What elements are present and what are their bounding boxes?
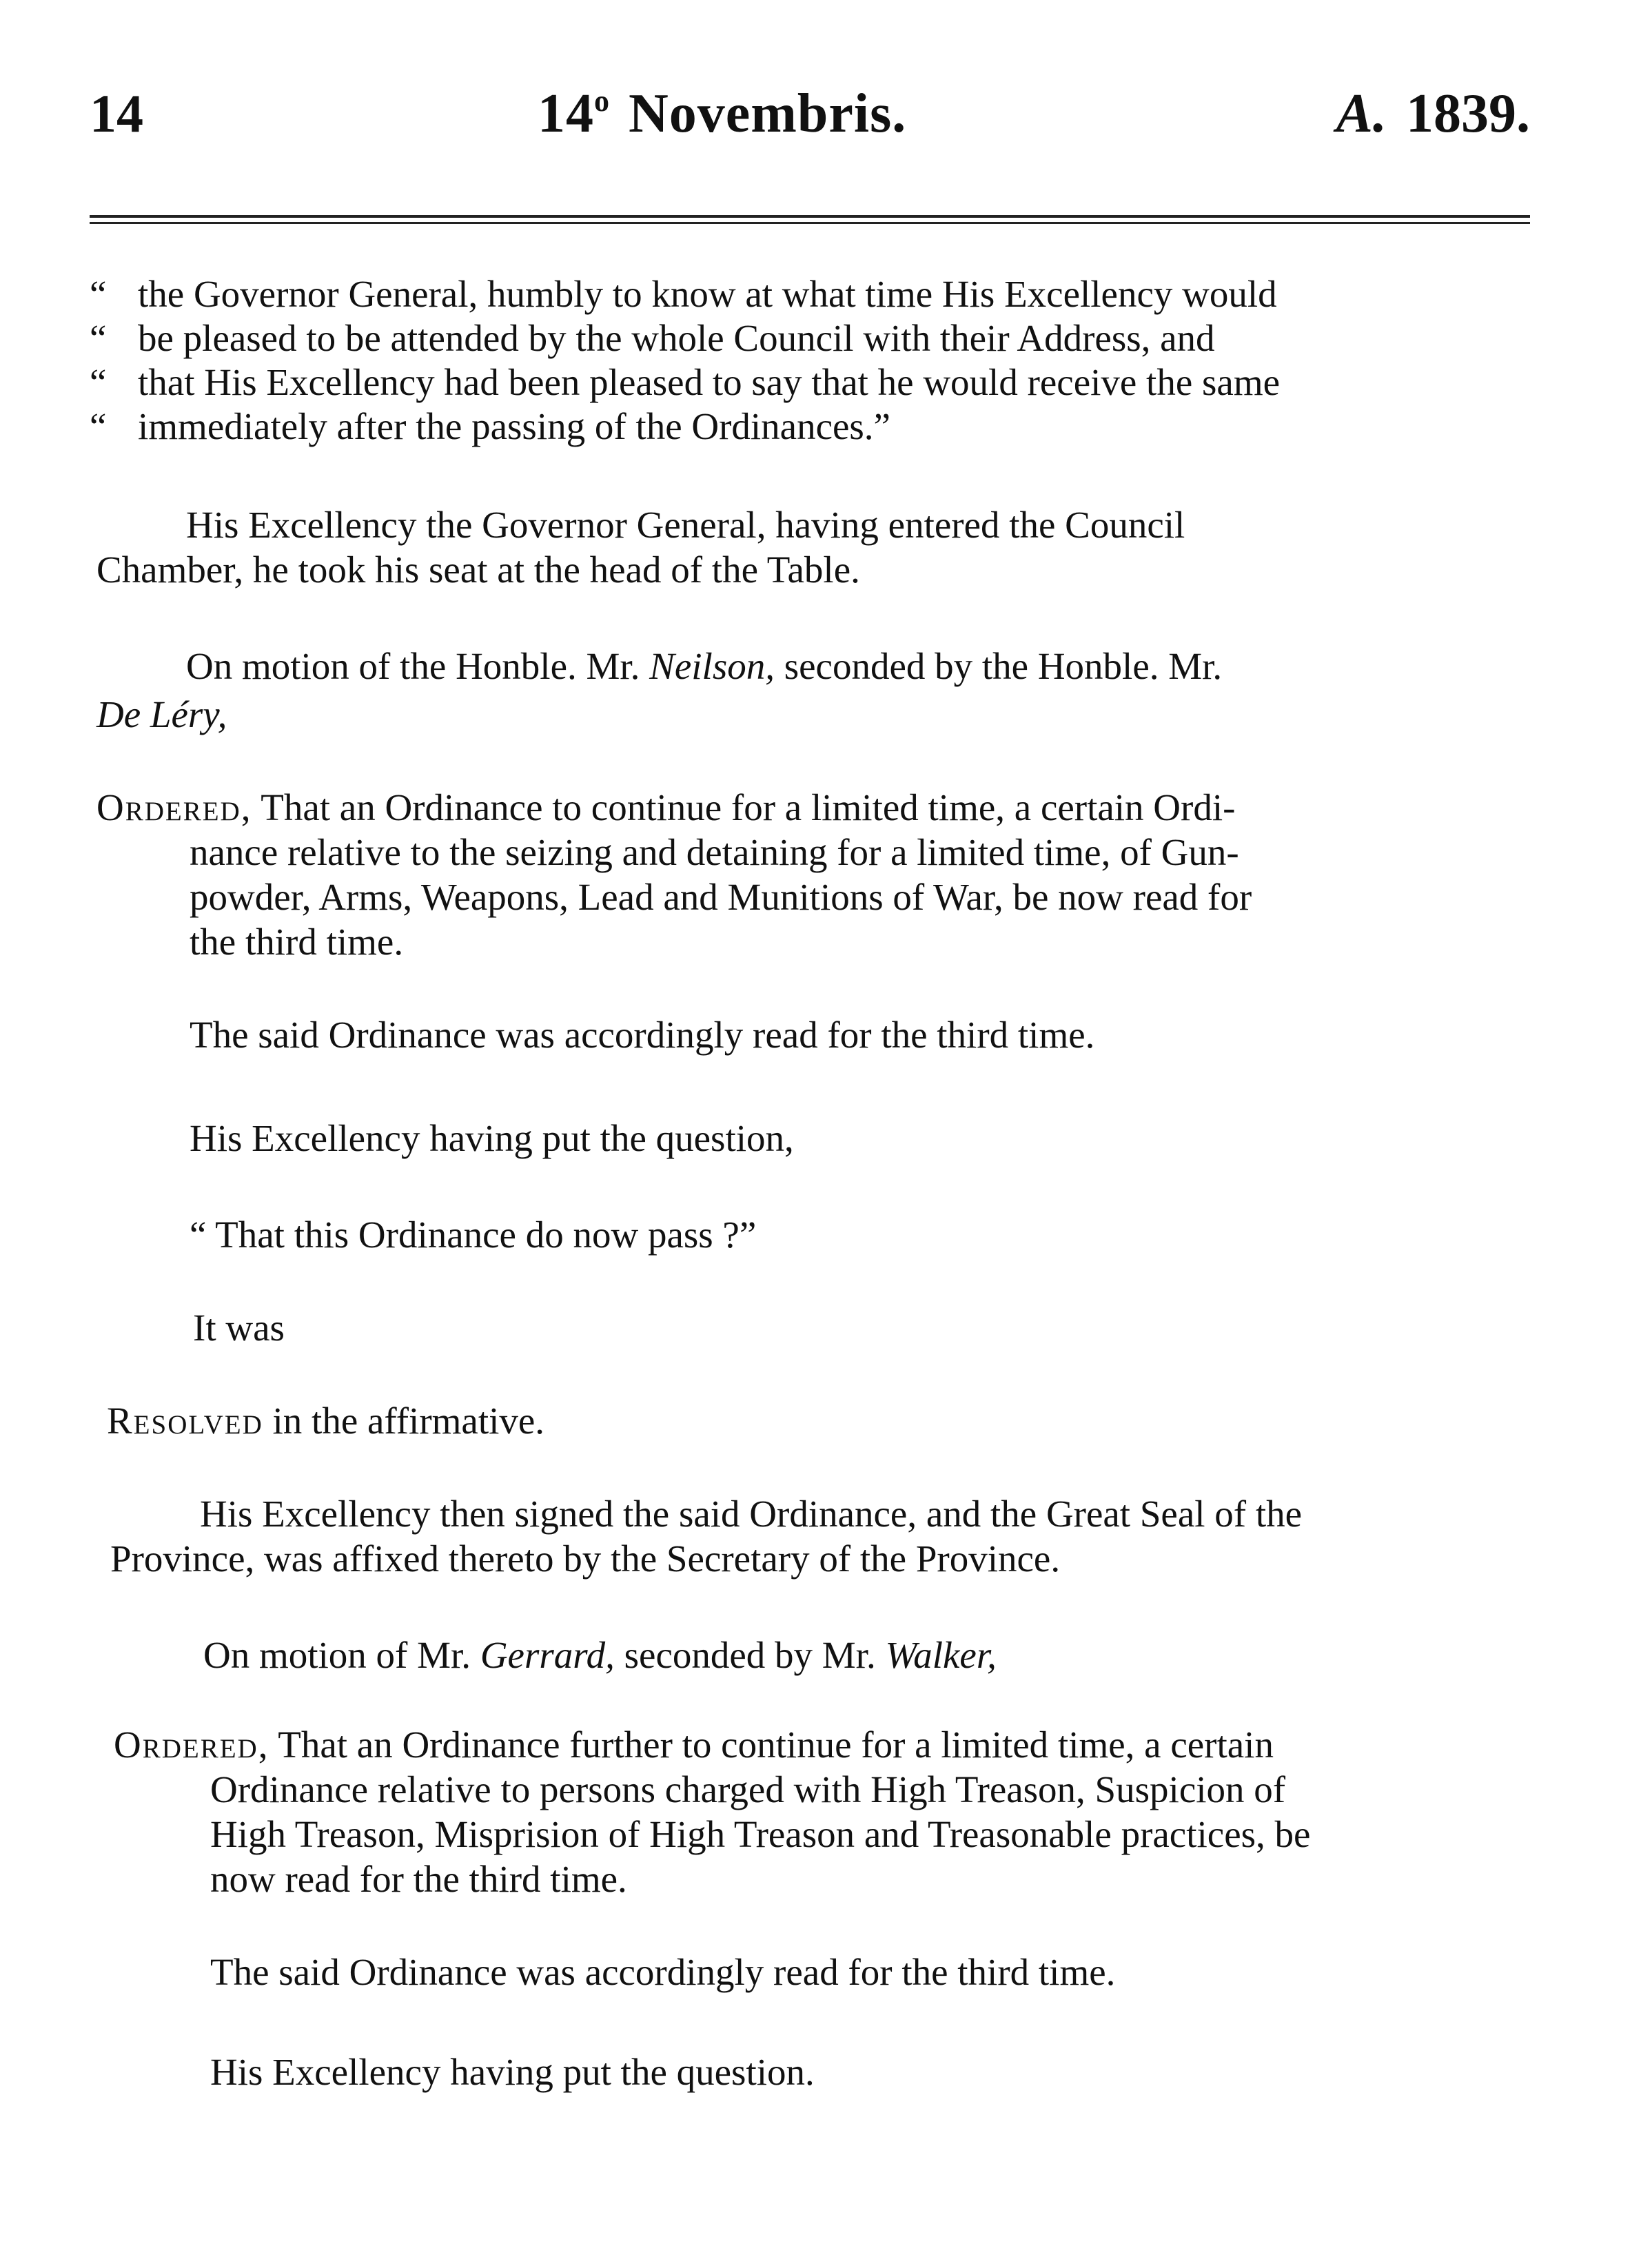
date-month: Novembris.	[629, 83, 907, 144]
date-day: 14	[538, 83, 594, 144]
mover-name: Neilson,	[649, 645, 775, 687]
chamber-line-2: Chamber, he took his seat at the head of the Table.	[96, 549, 860, 591]
header-rule-bottom	[90, 222, 1530, 224]
pass-question: “ That this Ordinance do now pass ?”	[190, 1214, 757, 1256]
quote-mark: “	[90, 317, 107, 359]
quote-line-4: “ immediately after the passing of the Ordinances.”	[90, 405, 890, 447]
resolved-label: Resolved	[107, 1400, 263, 1442]
read-1: The said Ordinance was accordingly read for the third time.	[190, 1014, 1095, 1056]
read-2: The said Ordinance was accordingly read for the third time.	[210, 1951, 1116, 1993]
ordered-label: Ordered,	[114, 1724, 269, 1766]
question-1: His Excellency having put the question,	[190, 1117, 794, 1159]
chamber-line-1: His Excellency the Governor General, having entered the Council	[186, 504, 1185, 546]
it-was: It was	[193, 1307, 285, 1349]
year: 1839.	[1406, 83, 1530, 144]
quote-mark: “	[90, 273, 107, 315]
signed-line-1: His Excellency then signed the said Ordinance, and the Great Seal of the	[200, 1493, 1303, 1535]
ordered-2-line-4: now read for the third time.	[210, 1858, 627, 1900]
motion-1-line-1: On motion of the Honble. Mr. Neilson, seconded by the Honble. Mr.	[186, 645, 1223, 687]
quote-mark: “	[90, 405, 107, 447]
header-rule-top	[90, 215, 1530, 218]
page-number: 14	[90, 83, 143, 143]
ordered-1-line-3: powder, Arms, Weapons, Lead and Munitions of War, be now read for	[190, 876, 1252, 918]
quote-line-3: “ that His Excellency had been pleased to say that he would receive the same	[90, 361, 1281, 403]
quote-mark: “	[90, 361, 107, 403]
signed-line-2: Province, was affixed thereto by the Secretary of the Province.	[110, 1537, 1061, 1580]
resolved-line: Resolved in the affirmative.	[107, 1400, 545, 1442]
ordered-2-line-1: Ordered, That an Ordinance further to continue for a limited time, a certain	[114, 1724, 1274, 1766]
ordered-2-line-2: Ordinance relative to persons charged with High Treason, Suspicion of	[210, 1768, 1286, 1810]
seconder-name: De Léry,	[96, 693, 227, 735]
question-2: His Excellency having put the question.	[210, 2051, 815, 2093]
quote-line-2: “ be pleased to be attended by the whole Council with their Address, and	[90, 317, 1215, 359]
motion-2-line: On motion of Mr. Gerrard, seconded by Mr. Walker,	[203, 1634, 997, 1676]
year-block	[1336, 83, 1530, 145]
seconder-name: Walker,	[885, 1634, 997, 1676]
quote-line-1: “ the Governor General, humbly to know at what time His Excellency would	[90, 273, 1277, 315]
mover-name: Gerrard,	[480, 1634, 615, 1676]
ordered-1-line-1: Ordered, That an Ordinance to continue for a limited time, a certain Ordi-	[96, 786, 1236, 828]
running-title	[538, 83, 906, 145]
running-header	[90, 83, 1530, 159]
ordered-1-line-2: nance relative to the seizing and detaining for a limited time, of Gun-	[190, 831, 1239, 873]
ordered-1-line-4: the third time.	[190, 921, 404, 963]
date-ordinal: o	[594, 84, 610, 118]
anno-mark: A.	[1336, 83, 1387, 144]
ordered-2-line-3: High Treason, Misprision of High Treason and Treasonable practices, be	[210, 1813, 1311, 1855]
ordered-label: Ordered,	[96, 786, 252, 828]
